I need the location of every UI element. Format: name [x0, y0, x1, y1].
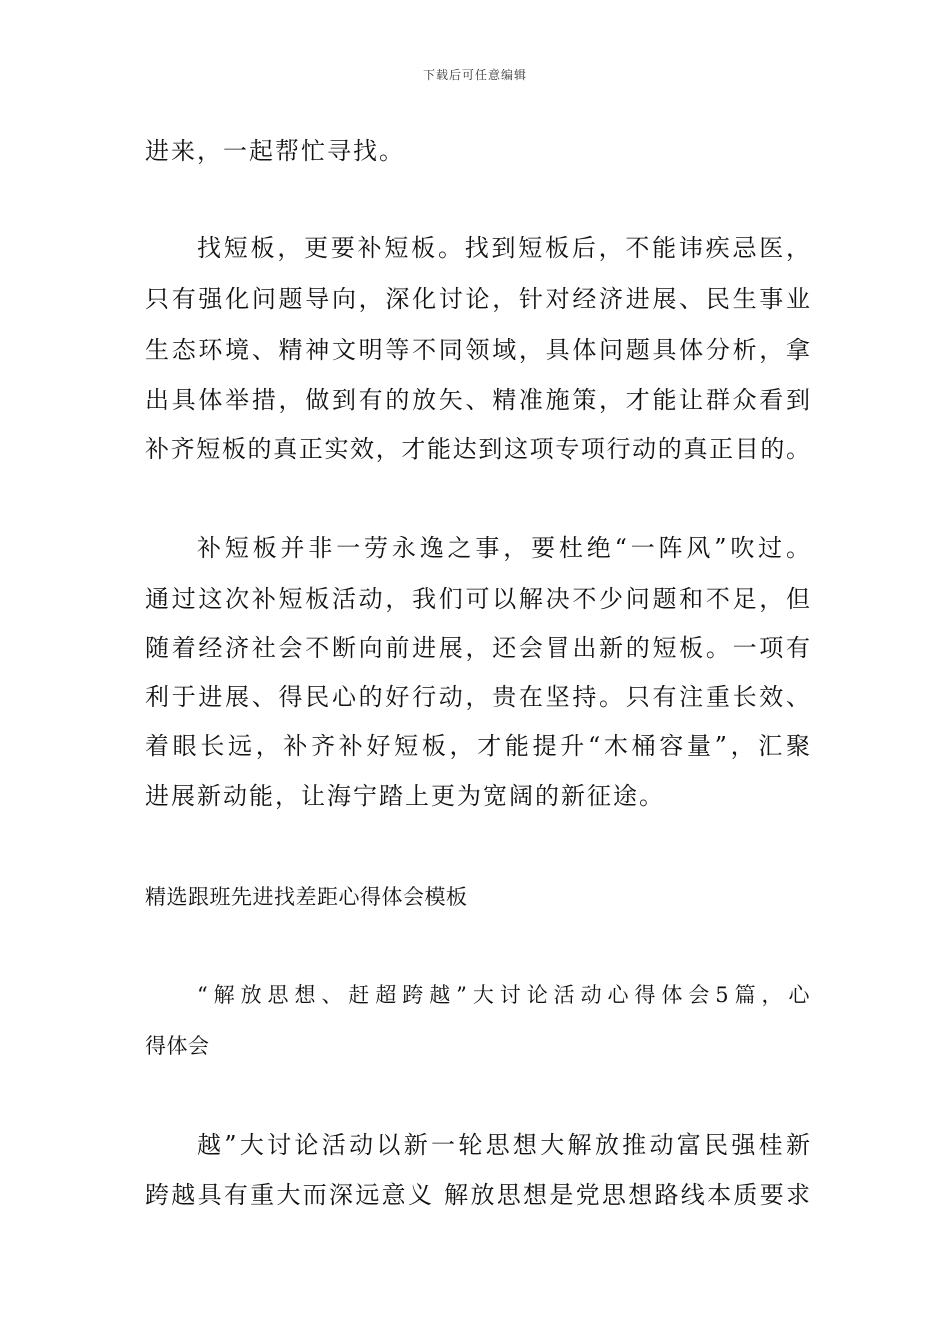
paragraph-line: 补齐短板的真正实效，才能达到这项专项行动的真正目的。 — [145, 435, 810, 463]
paragraph-line: 通过这次补短板活动，我们可以解决不少问题和不足，但 — [145, 585, 810, 613]
section-title: 精选跟班先进找差距心得体会模板 — [145, 885, 468, 909]
paragraph-line: 出具体举措，做到有的放矢、精准施策，才能让群众看到 — [145, 386, 810, 414]
paragraph-line: 着眼长远，补齐补好短板，才能提升“木桶容量”，汇聚 — [145, 732, 810, 760]
paragraph-line: 跨越具有重大而深远意义 解放思想是党思想路线本质要求 — [145, 1181, 810, 1209]
paragraph-line: 随着经济社会不断向前进展，还会冒出新的短板。一项有 — [145, 634, 810, 662]
paragraph-line: 越”大讨论活动以新一轮思想大解放推动富民强桂新 — [197, 1131, 810, 1159]
paragraph-line: 进来，一起帮忙寻找。 — [145, 137, 405, 165]
paragraph-line: 只有强化问题导向，深化讨论，针对经济进展、民生事业 — [145, 285, 810, 313]
paragraph-line: 补短板并非一劳永逸之事，要杜绝“一阵风”吹过。 — [197, 534, 810, 562]
paragraph-line: 进展新动能，让海宁踏上更为宽阔的新征途。 — [145, 782, 665, 810]
paragraph-line: 利于进展、得民心的好行动，贵在坚持。只有注重长效、 — [145, 683, 810, 711]
paragraph-line: 生态环境、精神文明等不同领域，具体问题具体分析，拿 — [145, 336, 810, 364]
paragraph-line: 找短板，更要补短板。找到短板后，不能讳疾忌医， — [197, 234, 810, 262]
paragraph-line: 得体会 — [145, 1034, 210, 1058]
page-header: 下载后可任意编辑 — [422, 68, 527, 82]
paragraph-line: “解放思想、赶超跨越”大讨论活动心得体会5篇，心 — [197, 983, 810, 1007]
